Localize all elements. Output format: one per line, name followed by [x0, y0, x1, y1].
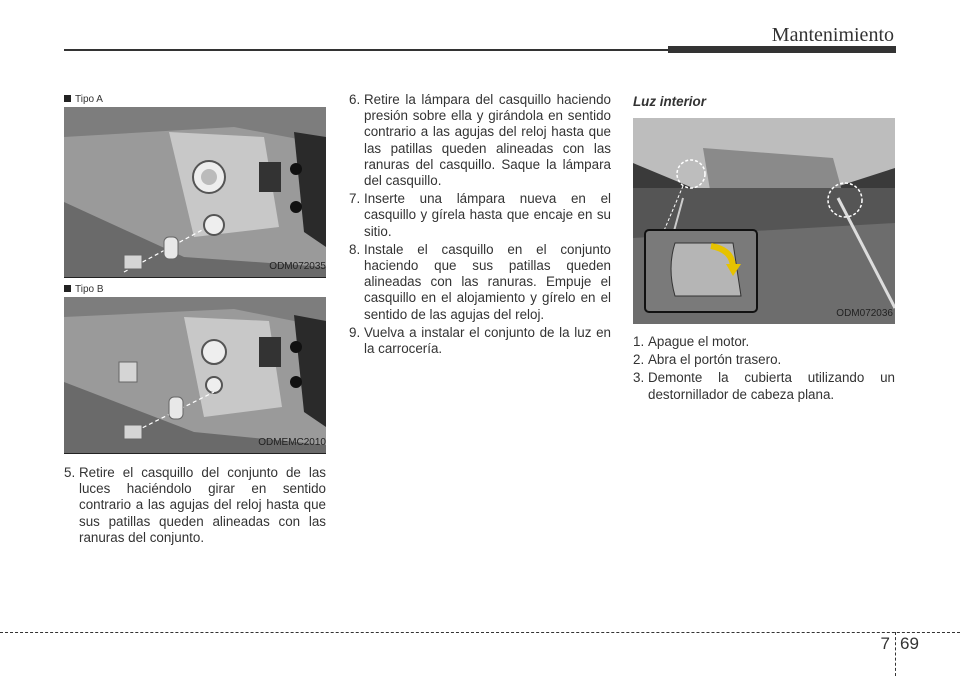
list-item: 5. Retire el casquillo del conjunto de las luces haciéndolo girar en sentido contrario a las agujas del reloj hasta que sus patillas queden alineadas con las ranuras del conjunto.	[64, 465, 326, 545]
list-item: 7. Inserte una lámpara nueva en el casquillo y gírela hasta que encaje en su sitio.	[349, 191, 611, 239]
right-column	[633, 92, 895, 405]
figure-c-tailgate-image	[633, 118, 895, 324]
figure-b-caption: Tipo B	[64, 282, 326, 297]
list-item: 9. Vuelva a instalar el conjunto de la luz en la carrocería.	[349, 324, 611, 357]
footer-divider	[895, 632, 896, 676]
figure-a-taillamp-image	[64, 107, 326, 277]
steps-left-list	[64, 465, 326, 546]
figure-a-code: ODM072035	[269, 260, 326, 272]
list-item: 2. Abra el portón trasero.	[633, 352, 782, 368]
footer-rule	[0, 632, 960, 633]
bullet-square-icon	[64, 285, 71, 292]
list-item: 8. Instale el casquillo en el conjunto haciendo que sus patillas queden alineadas con las ranuras. Empuje el casquillo en el alojamiento y gírelo en el sentido de las agujas del reloj.	[349, 241, 611, 322]
left-column	[64, 92, 326, 548]
figure-b-code: ODMEMC2010	[258, 436, 326, 448]
figure-c-code: ODM072036	[836, 307, 893, 319]
figure-a-caption: Tipo A	[64, 92, 326, 107]
figure-a-rule	[64, 277, 326, 278]
running-header-title: Mantenimiento	[771, 24, 894, 46]
list-item: 3. Demonte la cubierta utilizando un destornillador de cabeza plana.	[633, 370, 895, 402]
page-number: 69	[900, 634, 919, 653]
header-bar	[668, 46, 896, 53]
steps-middle-list	[349, 92, 611, 357]
list-item: 6. Retire la lámpara del casquillo haciendo presión sobre ella y girándola en sentido contrario a las agujas del reloj hasta que las patillas queden alineadas con las ranuras del casquillo. Saque la lámpara del casquillo.	[349, 92, 611, 189]
figure-b-taillamp-image	[64, 297, 326, 453]
middle-column	[349, 92, 611, 359]
steps-right-list	[633, 334, 895, 403]
bullet-square-icon	[64, 95, 71, 102]
figure-b-rule	[64, 453, 326, 454]
chapter-number: 7	[880, 634, 890, 653]
list-item: 1. Apague el motor.	[633, 334, 750, 349]
section-title: Luz interior	[633, 94, 706, 109]
